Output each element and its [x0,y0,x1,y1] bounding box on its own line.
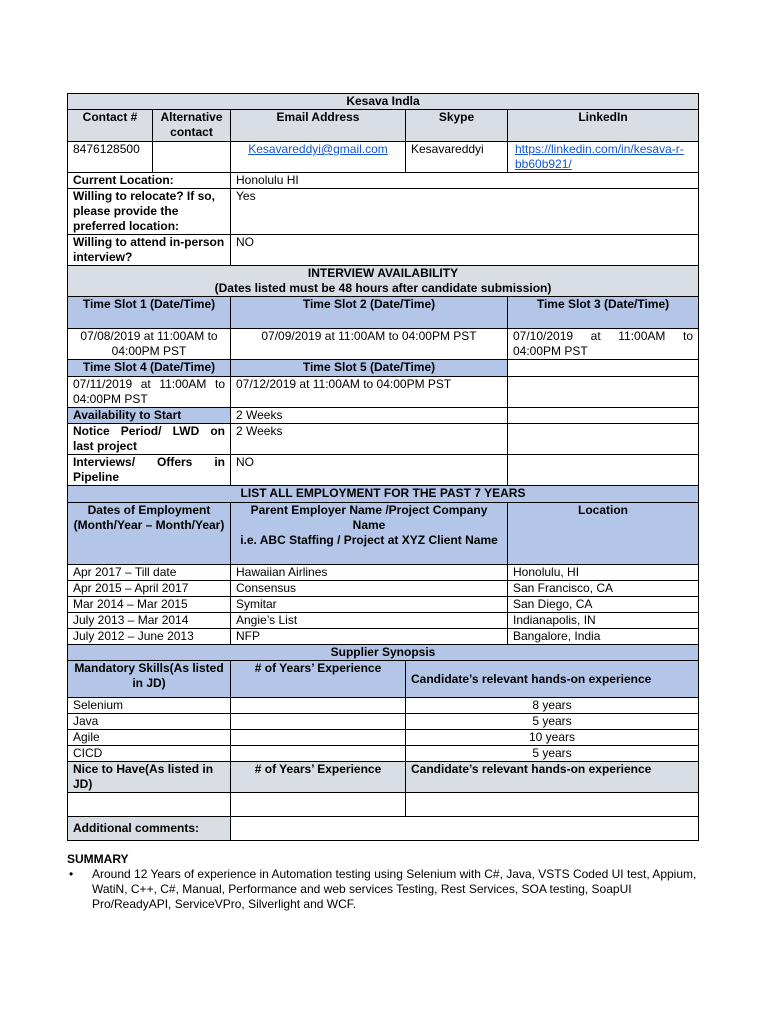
skill-experience: 8 years [406,698,699,714]
employment-location: Honolulu, HI [508,565,699,581]
bullet-icon: • [69,867,74,881]
interview-title: INTERVIEW AVAILABILITY [307,266,459,280]
slot4-label: Time Slot 4 (Date/Time) [68,360,231,377]
inperson-value: NO [231,235,699,266]
candidate-name: Kesava Indla [68,94,699,110]
slot5-label: Time Slot 5 (Date/Time) [231,360,508,377]
table-row [68,565,699,581]
relocate-value: Yes [231,189,699,235]
employment-employer: Symitar [231,597,508,613]
summary-text: Around 12 Years of experience in Automation testing using Selenium with C#, Java, VSTS Coded UI test, Appium, WatiN, C++, C#, Manual, Performance and web services Testing, Rest Services, SOA testing, SoapUI Pro/ReadyAPI, ServiceVPro, Silverlight and WCF. [92,867,697,911]
nice-years-header: # of Years’ Experience [231,762,406,793]
slot3-label: Time Slot 3 (Date/Time) [508,297,699,329]
list-item [67,867,707,912]
summary-heading: SUMMARY [67,852,129,866]
employment-title: LIST ALL EMPLOYMENT FOR THE PAST 7 YEARS [68,486,699,503]
table-row [68,698,699,714]
slot-empty-header [508,360,699,377]
current-location-label: Current Location: [68,173,231,189]
employment-employer-header: Parent Employer Name /Project Company Name [250,503,488,532]
slot-empty-value [508,377,699,408]
skill-years [231,714,406,730]
skill-years [231,698,406,714]
pipeline-label: Interviews/ Offers in Pipeline [68,455,231,486]
table-row [68,613,699,629]
nice-experience-header: Candidate’s relevant hands-on experience [406,762,699,793]
employment-location: Indianapolis, IN [508,613,699,629]
slot1-label: Time Slot 1 (Date/Time) [68,297,231,329]
additional-comments-value [231,817,699,841]
slot3-value: 07/10/2019 at 11:00AM to 04:00PM PST [508,329,699,360]
linkedin-link[interactable]: https://linkedin.com/in/kesava-r-bb60b921/ [515,142,684,171]
slot1-value: 07/08/2019 at 11:00AM to 04:00PM PST [68,329,231,360]
table-row [68,730,699,746]
nice-to-have-label: Nice to Have(As listed in JD) [68,762,231,793]
skills-header: Mandatory Skills(As listed in JD) [68,661,231,698]
alt-contact-header: Alternative contact [153,110,231,142]
employment-location: San Francisco, CA [508,581,699,597]
relocate-label: Willing to relocate? If so, please provide the preferred location: [68,189,231,235]
alt-contact-value [153,142,231,173]
notice-label: Notice Period/ LWD on last project [68,424,231,455]
years-header: # of Years’ Experience [231,661,406,698]
table-row [68,629,699,645]
employment-dates: Mar 2014 – Mar 2015 [68,597,231,613]
notice-value: 2 Weeks [231,424,508,455]
start-label: Availability to Start [68,408,231,424]
supplier-title: Supplier Synopsis [68,645,699,661]
nice-skill-empty [68,793,231,817]
skype-header: Skype [406,110,508,142]
skill-name: Agile [68,730,231,746]
table-row [68,714,699,730]
inperson-label: Willing to attend in-person interview? [68,235,231,266]
additional-comments-label: Additional comments: [68,817,231,841]
table-row [68,746,699,762]
skill-years [231,730,406,746]
start-extra [508,408,699,424]
start-value: 2 Weeks [231,408,508,424]
nice-years-empty [231,793,406,817]
slot4-value: 07/11/2019 at 11:00AM to 04:00PM PST [68,377,231,408]
interview-subtitle: (Dates listed must be 48 hours after candidate submission) [214,281,552,295]
employment-dates-header: Dates of Employment (Month/Year – Month/Year) [68,503,231,565]
employment-dates: July 2012 – June 2013 [68,629,231,645]
current-location-value: Honolulu HI [231,173,699,189]
slot2-value: 07/09/2019 at 11:00AM to 04:00PM PST [231,329,508,360]
nice-exp-empty [406,793,699,817]
employment-dates: July 2013 – Mar 2014 [68,613,231,629]
linkedin-header: LinkedIn [508,110,699,142]
employment-dates: Apr 2017 – Till date [68,565,231,581]
skill-experience: 5 years [406,746,699,762]
employment-employer: Hawaiian Airlines [231,565,508,581]
slot2-label: Time Slot 2 (Date/Time) [231,297,508,329]
pipeline-value: NO [231,455,508,486]
employment-employer-example: i.e. ABC Staffing / Project at XYZ Client Name [240,533,498,547]
table-row [68,597,699,613]
skill-name: Selenium [68,698,231,714]
employment-employer: Consensus [231,581,508,597]
candidate-form-table [67,93,699,841]
skill-name: Java [68,714,231,730]
skill-years [231,746,406,762]
skill-experience: 10 years [406,730,699,746]
employment-location: Bangalore, India [508,629,699,645]
contact-header: Contact # [68,110,153,142]
experience-header: Candidate’s relevant hands-on experience [406,661,699,698]
employment-employer: Angie’s List [231,613,508,629]
skill-name: CICD [68,746,231,762]
employment-employer: NFP [231,629,508,645]
email-header: Email Address [231,110,406,142]
pipeline-extra [508,455,699,486]
contact-phone: 8476128500 [68,142,153,173]
employment-dates: Apr 2015 – April 2017 [68,581,231,597]
slot5-value: 07/12/2019 at 11:00AM to 04:00PM PST [231,377,508,408]
notice-extra [508,424,699,455]
summary-section [67,852,707,912]
table-row [68,581,699,597]
skill-experience: 5 years [406,714,699,730]
email-link[interactable]: Kesavareddyi@gmail.com [248,142,388,156]
skype-id: Kesavareddyi [406,142,508,173]
employment-location-header: Location [508,503,699,565]
employment-location: San Diego, CA [508,597,699,613]
